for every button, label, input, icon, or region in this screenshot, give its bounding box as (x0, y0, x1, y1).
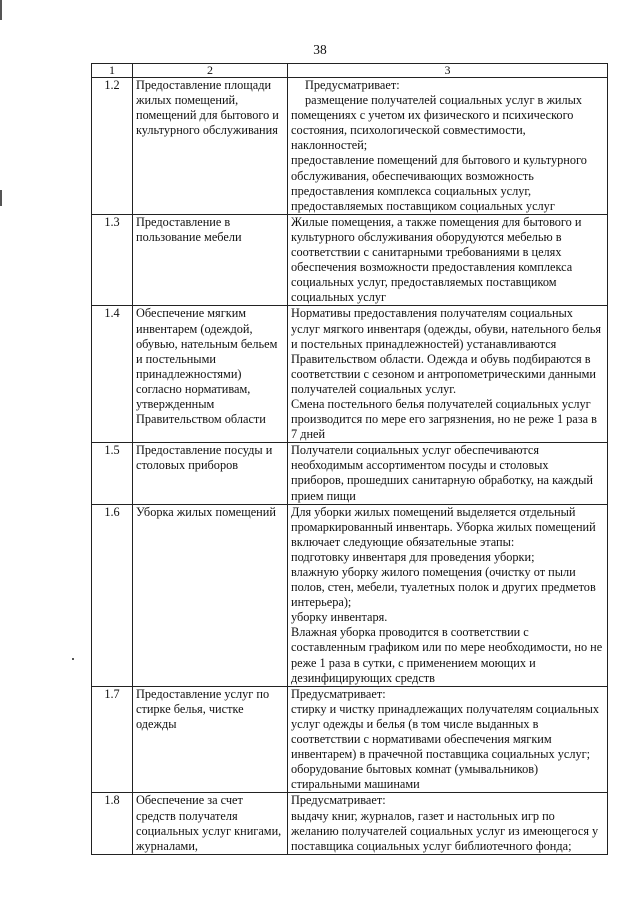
service-description (288, 686, 608, 793)
description-line: размещение получателей социальных услуг в жилых помещениях с учетом их физического и психического состояния, психологической совместимости, наклонностей; (291, 93, 583, 153)
row-number: 1.3 (92, 214, 133, 306)
service-name: Предоставление площади жилых помещений, помещений для бытового и культурного обслуживания (133, 78, 288, 215)
description-line: Предусматривает: (291, 793, 386, 808)
table-header-row (92, 64, 608, 78)
table-row (92, 504, 608, 686)
table-row (92, 214, 608, 306)
description-line: Предусматривает: (291, 686, 386, 701)
description-line: уборку инвентаря. (291, 610, 388, 625)
description-line: Жилые помещения, а также помещения для бытового и культурного обслуживания оборудуются мебелью в соответствии с санитарными требованиями в целях обеспечения возможности предоставления комплекса социальных услуг, предоставляемых поставщиком социальных услуг (291, 214, 582, 305)
scan-dot (72, 658, 74, 660)
row-number: 1.8 (92, 793, 133, 854)
table-row (92, 78, 608, 215)
description-line: выдачу книг, журналов, газет и настольных игр по желанию получателей социальных услуг из имеющегося у поставщика социальных услуг библиотечного фонда; (291, 808, 599, 853)
description-line: подготовку инвентаря для проведения уборки; (291, 549, 535, 564)
service-description (288, 504, 608, 686)
row-number: 1.5 (92, 443, 133, 504)
service-name: Предоставление в пользование мебели (133, 214, 288, 306)
description-line: Смена постельного белья получателей социальных услуг производится по мере его загрязнения, но не реже 1 раза в 7 дней (291, 396, 597, 442)
row-number: 1.4 (92, 306, 133, 443)
service-name: Предоставление посуды и столовых приборов (133, 443, 288, 504)
service-name: Обеспечение за счет средств получателя социальных услуг книгами, журналами, (133, 793, 288, 854)
service-description (288, 78, 608, 215)
description-line: Получатели социальных услуг обеспечиваются необходимым ассортиментом посуды и столовых приборов, прошедших санитарную обработку, на каждый прием пищи (291, 443, 593, 503)
service-description (288, 306, 608, 443)
description-line: предоставление помещений для бытового и культурного обслуживания, обеспечивающих возможность предоставления комплекса социальных услуг, предоставляемых поставщиком социальных услуг (291, 153, 587, 213)
scan-edge-mark (0, 0, 2, 20)
description-line: Предусматривает: (305, 78, 400, 92)
service-name: Уборка жилых помещений (133, 504, 288, 686)
description-line: оборудование бытовых комнат (умывальников) стиральными машинами (291, 762, 539, 792)
column-header: 1 (92, 64, 133, 78)
description-line: Влажная уборка проводится в соответствии с составленным графиком или по мере необходимости, но не реже 1 раза в сутки, с применением моющих и дезинфицирующих средств (291, 625, 603, 685)
description-line: Нормативы предоставления получателям социальных услуг мягкого инвентаря (одежды, обуви, нательного белья и постельных принадлежностей) устанавливаются Правительством области. Одежда и обувь подбираются в соответствии с сезоном и антропометрическими данными получателей социальных услуг. (291, 306, 602, 396)
scan-edge-mark (0, 190, 2, 206)
service-description (288, 443, 608, 504)
description-line: влажную уборку жилого помещения (очистку от пыли полов, стен, мебели, туалетных полок и других предметов интерьера); (291, 565, 596, 610)
description-line: Для уборки жилых помещений выделяется отдельный промаркированный инвентарь. Уборка жилых помещений включает следующие обязательные этапы: (291, 504, 596, 549)
description-line: стирку и чистку принадлежащих получателям социальных услуг одежды и белья (в том числе выданных в соответствии с нормативами обеспечения мягким инвентарем) в прачечной поставщика социальных услуг; (291, 701, 600, 762)
table-row (92, 443, 608, 504)
service-name: Обеспечение мягким инвентарем (одеждой, обувью, нательным бельем и постельными принадлежностями) согласно нормативам, утвержденным Правительством области (133, 306, 288, 443)
table-row (92, 793, 608, 854)
service-description (288, 793, 608, 854)
table-row (92, 686, 608, 793)
page-number: 38 (313, 42, 327, 57)
column-header: 3 (288, 64, 608, 78)
row-number: 1.2 (92, 78, 133, 215)
table-row (92, 306, 608, 443)
row-number: 1.7 (92, 686, 133, 793)
column-header: 2 (133, 64, 288, 78)
service-description (288, 214, 608, 306)
service-name: Предоставление услуг по стирке белья, чистке одежды (133, 686, 288, 793)
services-table (91, 63, 608, 855)
row-number: 1.6 (92, 504, 133, 686)
